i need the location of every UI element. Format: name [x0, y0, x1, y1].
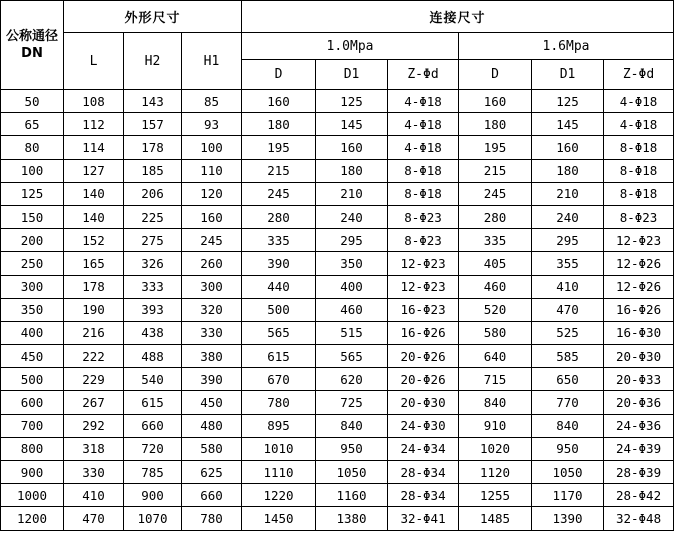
- cell-Zd-1: 20-Φ30: [388, 391, 459, 414]
- cell-dn: 200: [1, 229, 64, 252]
- cell-dn: 100: [1, 159, 64, 182]
- cell-H2: 660: [124, 414, 182, 437]
- cell-D-1: 245: [242, 182, 316, 205]
- cell-dn: 125: [1, 182, 64, 205]
- col-header-H2: H2: [124, 33, 182, 90]
- table-row: [1, 461, 674, 484]
- cell-H2: 333: [124, 275, 182, 298]
- cell-H1: 300: [182, 275, 242, 298]
- cell-D-2: 245: [459, 182, 532, 205]
- cell-Zd-1: 32-Φ41: [388, 507, 459, 530]
- cell-D1-1: 1050: [316, 461, 388, 484]
- cell-H1: 110: [182, 159, 242, 182]
- cell-dn: 80: [1, 136, 64, 159]
- cell-D1-1: 125: [316, 90, 388, 113]
- cell-D-1: 1220: [242, 484, 316, 507]
- cell-Zd-1: 20-Φ26: [388, 368, 459, 391]
- cell-D-2: 405: [459, 252, 532, 275]
- cell-D1-1: 515: [316, 321, 388, 344]
- cell-dn: 400: [1, 321, 64, 344]
- cell-Zd-2: 8-Φ23: [604, 205, 674, 228]
- cell-Zd-2: 28-Φ42: [604, 484, 674, 507]
- cell-dn: 250: [1, 252, 64, 275]
- cell-L: 152: [64, 229, 124, 252]
- cell-H1: 780: [182, 507, 242, 530]
- table-row: [1, 182, 674, 205]
- cell-dn: 150: [1, 205, 64, 228]
- cell-Zd-1: 16-Φ26: [388, 321, 459, 344]
- table-row: [1, 345, 674, 368]
- cell-L: 229: [64, 368, 124, 391]
- table-row: [1, 437, 674, 460]
- cell-D1-2: 650: [532, 368, 604, 391]
- cell-D-1: 1010: [242, 437, 316, 460]
- table-row: [1, 298, 674, 321]
- table-row: [1, 321, 674, 344]
- cell-Zd-1: 28-Φ34: [388, 461, 459, 484]
- cell-D1-1: 840: [316, 414, 388, 437]
- cell-H2: 326: [124, 252, 182, 275]
- cell-D1-2: 210: [532, 182, 604, 205]
- table-row: [1, 507, 674, 530]
- cell-L: 178: [64, 275, 124, 298]
- connection-dimensions-header: 连接尺寸: [242, 1, 674, 33]
- cell-D1-1: 725: [316, 391, 388, 414]
- cell-D1-2: 1170: [532, 484, 604, 507]
- cell-Zd-2: 8-Φ18: [604, 159, 674, 182]
- table-row: [1, 205, 674, 228]
- cell-D-2: 520: [459, 298, 532, 321]
- cell-L: 410: [64, 484, 124, 507]
- cell-L: 190: [64, 298, 124, 321]
- cell-H1: 320: [182, 298, 242, 321]
- cell-Zd-1: 4-Φ18: [388, 90, 459, 113]
- col-header-D-2: D: [459, 60, 532, 90]
- cell-Zd-2: 12-Φ26: [604, 275, 674, 298]
- cell-Zd-2: 8-Φ18: [604, 182, 674, 205]
- table-row: [1, 113, 674, 136]
- cell-D-2: 580: [459, 321, 532, 344]
- cell-Zd-2: 24-Φ39: [604, 437, 674, 460]
- pressure-2-header: 1.6Mpa: [459, 33, 674, 60]
- outer-dimensions-header: 外形尺寸: [64, 1, 242, 33]
- cell-dn: 1000: [1, 484, 64, 507]
- cell-D1-1: 145: [316, 113, 388, 136]
- cell-H2: 275: [124, 229, 182, 252]
- cell-D-2: 160: [459, 90, 532, 113]
- cell-D-1: 615: [242, 345, 316, 368]
- table-row: [1, 484, 674, 507]
- cell-H1: 390: [182, 368, 242, 391]
- table-row: [1, 90, 674, 113]
- table-row: [1, 368, 674, 391]
- cell-L: 222: [64, 345, 124, 368]
- cell-Zd-2: 4-Φ18: [604, 90, 674, 113]
- cell-dn: 300: [1, 275, 64, 298]
- cell-D1-2: 525: [532, 321, 604, 344]
- table-row: [1, 414, 674, 437]
- cell-D1-1: 950: [316, 437, 388, 460]
- cell-dn: 600: [1, 391, 64, 414]
- cell-Zd-2: 8-Φ18: [604, 136, 674, 159]
- cell-D-1: 565: [242, 321, 316, 344]
- cell-D1-1: 295: [316, 229, 388, 252]
- cell-Zd-2: 20-Φ33: [604, 368, 674, 391]
- col-header-D-1: D: [242, 60, 316, 90]
- cell-L: 470: [64, 507, 124, 530]
- nominal-diameter-header: 公称通径DN: [1, 1, 64, 90]
- cell-H2: 1070: [124, 507, 182, 530]
- col-header-D1-2: D1: [532, 60, 604, 90]
- cell-D-1: 195: [242, 136, 316, 159]
- cell-Zd-2: 16-Φ26: [604, 298, 674, 321]
- cell-H1: 260: [182, 252, 242, 275]
- cell-L: 318: [64, 437, 124, 460]
- cell-dn: 65: [1, 113, 64, 136]
- cell-D-2: 1120: [459, 461, 532, 484]
- cell-D1-2: 950: [532, 437, 604, 460]
- col-header-Zd-1: Z-Φd: [388, 60, 459, 90]
- cell-H1: 160: [182, 205, 242, 228]
- cell-Zd-2: 20-Φ36: [604, 391, 674, 414]
- cell-D1-1: 350: [316, 252, 388, 275]
- cell-Zd-1: 12-Φ23: [388, 275, 459, 298]
- cell-L: 267: [64, 391, 124, 414]
- cell-D-1: 160: [242, 90, 316, 113]
- cell-Zd-1: 28-Φ34: [388, 484, 459, 507]
- cell-D1-1: 620: [316, 368, 388, 391]
- cell-L: 127: [64, 159, 124, 182]
- cell-Zd-1: 8-Φ18: [388, 182, 459, 205]
- col-header-D1-1: D1: [316, 60, 388, 90]
- cell-D1-2: 585: [532, 345, 604, 368]
- cell-dn: 800: [1, 437, 64, 460]
- cell-H2: 438: [124, 321, 182, 344]
- cell-D1-2: 125: [532, 90, 604, 113]
- cell-Zd-1: 4-Φ18: [388, 113, 459, 136]
- cell-D1-2: 1050: [532, 461, 604, 484]
- cell-dn: 1200: [1, 507, 64, 530]
- cell-H1: 330: [182, 321, 242, 344]
- cell-H1: 85: [182, 90, 242, 113]
- cell-L: 108: [64, 90, 124, 113]
- cell-Zd-1: 8-Φ23: [388, 229, 459, 252]
- cell-D1-1: 565: [316, 345, 388, 368]
- table-row: [1, 136, 674, 159]
- cell-D-2: 460: [459, 275, 532, 298]
- cell-L: 114: [64, 136, 124, 159]
- cell-H2: 225: [124, 205, 182, 228]
- cell-dn: 450: [1, 345, 64, 368]
- col-header-L: L: [64, 33, 124, 90]
- cell-D-2: 640: [459, 345, 532, 368]
- cell-H2: 540: [124, 368, 182, 391]
- cell-D-1: 215: [242, 159, 316, 182]
- cell-D-2: 180: [459, 113, 532, 136]
- cell-D1-1: 180: [316, 159, 388, 182]
- cell-Zd-2: 24-Φ36: [604, 414, 674, 437]
- cell-D1-2: 410: [532, 275, 604, 298]
- cell-D-2: 215: [459, 159, 532, 182]
- cell-H2: 157: [124, 113, 182, 136]
- cell-D1-2: 145: [532, 113, 604, 136]
- cell-H1: 93: [182, 113, 242, 136]
- cell-Zd-2: 32-Φ48: [604, 507, 674, 530]
- pressure-1-header: 1.0Mpa: [242, 33, 459, 60]
- cell-dn: 700: [1, 414, 64, 437]
- cell-D1-2: 295: [532, 229, 604, 252]
- cell-H2: 900: [124, 484, 182, 507]
- cell-D-1: 780: [242, 391, 316, 414]
- cell-dn: 350: [1, 298, 64, 321]
- cell-D-1: 280: [242, 205, 316, 228]
- cell-H2: 178: [124, 136, 182, 159]
- cell-D-1: 895: [242, 414, 316, 437]
- cell-D-1: 335: [242, 229, 316, 252]
- cell-D-2: 715: [459, 368, 532, 391]
- cell-D1-1: 460: [316, 298, 388, 321]
- cell-H2: 615: [124, 391, 182, 414]
- cell-D-2: 1020: [459, 437, 532, 460]
- cell-Zd-2: 20-Φ30: [604, 345, 674, 368]
- cell-dn: 500: [1, 368, 64, 391]
- cell-H2: 785: [124, 461, 182, 484]
- cell-D-1: 440: [242, 275, 316, 298]
- cell-Zd-2: 12-Φ23: [604, 229, 674, 252]
- cell-L: 330: [64, 461, 124, 484]
- cell-H1: 625: [182, 461, 242, 484]
- cell-D1-2: 355: [532, 252, 604, 275]
- cell-Zd-2: 28-Φ39: [604, 461, 674, 484]
- cell-D1-2: 240: [532, 205, 604, 228]
- cell-L: 140: [64, 205, 124, 228]
- cell-Zd-1: 16-Φ23: [388, 298, 459, 321]
- cell-H2: 185: [124, 159, 182, 182]
- cell-Zd-1: 12-Φ23: [388, 252, 459, 275]
- cell-D-1: 180: [242, 113, 316, 136]
- cell-Zd-1: 8-Φ18: [388, 159, 459, 182]
- table-body: [1, 90, 674, 531]
- cell-Zd-2: 12-Φ26: [604, 252, 674, 275]
- table-row: [1, 252, 674, 275]
- cell-Zd-1: 20-Φ26: [388, 345, 459, 368]
- cell-Zd-1: 4-Φ18: [388, 136, 459, 159]
- cell-H2: 720: [124, 437, 182, 460]
- cell-Zd-1: 8-Φ23: [388, 205, 459, 228]
- col-header-Zd-2: Z-Φd: [604, 60, 674, 90]
- cell-D1-1: 400: [316, 275, 388, 298]
- cell-D1-1: 240: [316, 205, 388, 228]
- cell-D1-1: 210: [316, 182, 388, 205]
- cell-H2: 206: [124, 182, 182, 205]
- cell-dn: 50: [1, 90, 64, 113]
- cell-H1: 660: [182, 484, 242, 507]
- cell-D-1: 1450: [242, 507, 316, 530]
- cell-dn: 900: [1, 461, 64, 484]
- cell-D-1: 1110: [242, 461, 316, 484]
- table-row: [1, 229, 674, 252]
- cell-D-1: 500: [242, 298, 316, 321]
- cell-H1: 100: [182, 136, 242, 159]
- cell-H2: 393: [124, 298, 182, 321]
- cell-L: 292: [64, 414, 124, 437]
- cell-D1-2: 840: [532, 414, 604, 437]
- cell-D-1: 670: [242, 368, 316, 391]
- cell-H1: 380: [182, 345, 242, 368]
- cell-D1-1: 160: [316, 136, 388, 159]
- cell-H2: 488: [124, 345, 182, 368]
- cell-D-2: 335: [459, 229, 532, 252]
- cell-H1: 480: [182, 414, 242, 437]
- cell-D-2: 1255: [459, 484, 532, 507]
- cell-Zd-1: 24-Φ34: [388, 437, 459, 460]
- cell-D1-2: 470: [532, 298, 604, 321]
- cell-D-2: 1485: [459, 507, 532, 530]
- col-header-H1: H1: [182, 33, 242, 90]
- cell-D-2: 910: [459, 414, 532, 437]
- cell-L: 140: [64, 182, 124, 205]
- cell-L: 165: [64, 252, 124, 275]
- cell-H2: 143: [124, 90, 182, 113]
- cell-D1-2: 1390: [532, 507, 604, 530]
- cell-D-1: 390: [242, 252, 316, 275]
- cell-Zd-1: 24-Φ30: [388, 414, 459, 437]
- cell-Zd-2: 4-Φ18: [604, 113, 674, 136]
- table-row: [1, 159, 674, 182]
- cell-D1-2: 160: [532, 136, 604, 159]
- cell-H1: 450: [182, 391, 242, 414]
- cell-D1-2: 770: [532, 391, 604, 414]
- cell-H1: 245: [182, 229, 242, 252]
- cell-H1: 120: [182, 182, 242, 205]
- cell-D1-1: 1160: [316, 484, 388, 507]
- cell-H1: 580: [182, 437, 242, 460]
- cell-D-2: 840: [459, 391, 532, 414]
- table-row: [1, 275, 674, 298]
- cell-D1-1: 1380: [316, 507, 388, 530]
- cell-L: 112: [64, 113, 124, 136]
- cell-L: 216: [64, 321, 124, 344]
- table-row: [1, 391, 674, 414]
- cell-Zd-2: 16-Φ30: [604, 321, 674, 344]
- cell-D-2: 280: [459, 205, 532, 228]
- cell-D1-2: 180: [532, 159, 604, 182]
- cell-D-2: 195: [459, 136, 532, 159]
